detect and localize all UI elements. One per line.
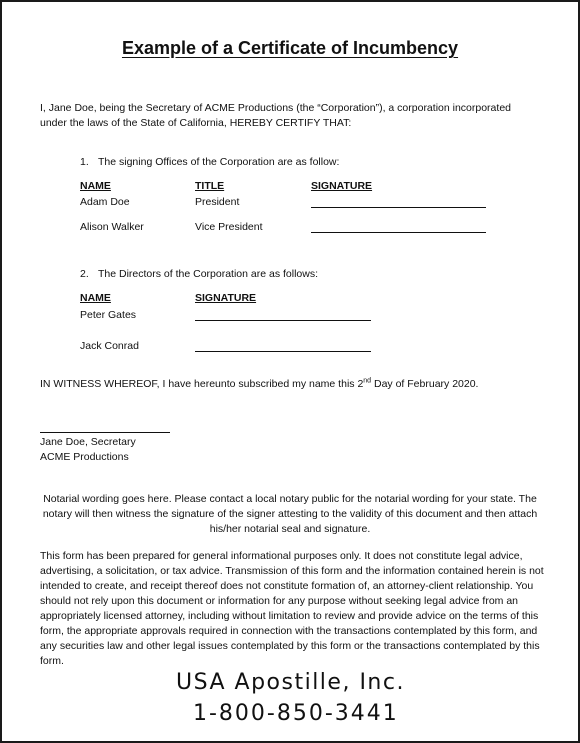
document-title: Example of a Certificate of Incumbency — [121, 38, 459, 58]
section-2-row-1-signature-line — [195, 320, 371, 321]
signer-company: ACME Productions — [40, 451, 129, 463]
secretary-signature-line — [40, 432, 170, 433]
section-2-signature-header: SIGNATURE — [195, 292, 257, 304]
section-1-name-header: NAME — [80, 180, 111, 192]
section-1-row-2-title: Vice President — [195, 221, 263, 233]
legal-disclaimer: This form has been prepared for general informational purposes only. It does not constitute legal advice, advertising, a solicitation, or tax advice. Transmission of this form and the information contained herein is not intended to create, and receipt thereof does not constitute formation of, an attorney-client relationship. You should not rely upon this document or information for any purpose without seeking legal advice from an appropriately licensed attorney, including without limitation to review and provide advice on the terms of this form, the appropriate approvals required in connection with the transactions contemplated by this form, and any securities law and other legal issues contemplated by this form or the transactions contemplated by this form. — [40, 550, 544, 667]
section-1-row-1-name: Adam Doe — [80, 196, 130, 208]
intro-line-2: under the laws of the State of California, HEREBY CERTIFY THAT: — [40, 117, 352, 129]
section-1-title-header: TITLE — [195, 180, 225, 192]
section-2-row-1-name: Peter Gates — [80, 309, 137, 321]
section-1-row-1-title: President — [195, 196, 240, 208]
intro-line-1: I, Jane Doe, being the Secretary of ACME Productions (the “Corporation”), a corporation incorporated — [40, 102, 511, 114]
section-1-row-2-signature-line — [311, 232, 486, 233]
footer-company-name: USA Apostille, Inc. — [176, 670, 405, 695]
footer-phone-number: 1-800-850-3441 — [193, 701, 399, 726]
section-2-name-header: NAME — [80, 292, 111, 304]
section-1-row-2-name: Alison Walker — [80, 221, 144, 233]
witness-statement: IN WITNESS WHEREOF, I have hereunto subscribed my name this 2nd Day of February 2020. — [40, 377, 479, 390]
section-1-row-1-signature-line — [311, 207, 486, 208]
section-2-number: 2. — [80, 268, 89, 280]
section-2-row-2-name: Jack Conrad — [80, 340, 139, 352]
section-2-row-2-signature-line — [195, 351, 371, 352]
section-1-signature-header: SIGNATURE — [311, 180, 373, 192]
notary-wording: Notarial wording goes here. Please contact a local notary public for the notarial wording for your state. The notary will then witness the signature of the signer attesting to the validity of this document and then attach his/her notarial seal and signature. — [42, 493, 538, 535]
section-1-number: 1. — [80, 156, 89, 168]
section-1-heading: The signing Offices of the Corporation are as follow: — [98, 156, 340, 168]
section-2-heading: The Directors of the Corporation are as follows: — [98, 268, 319, 280]
signer-name: Jane Doe, Secretary — [40, 436, 136, 448]
